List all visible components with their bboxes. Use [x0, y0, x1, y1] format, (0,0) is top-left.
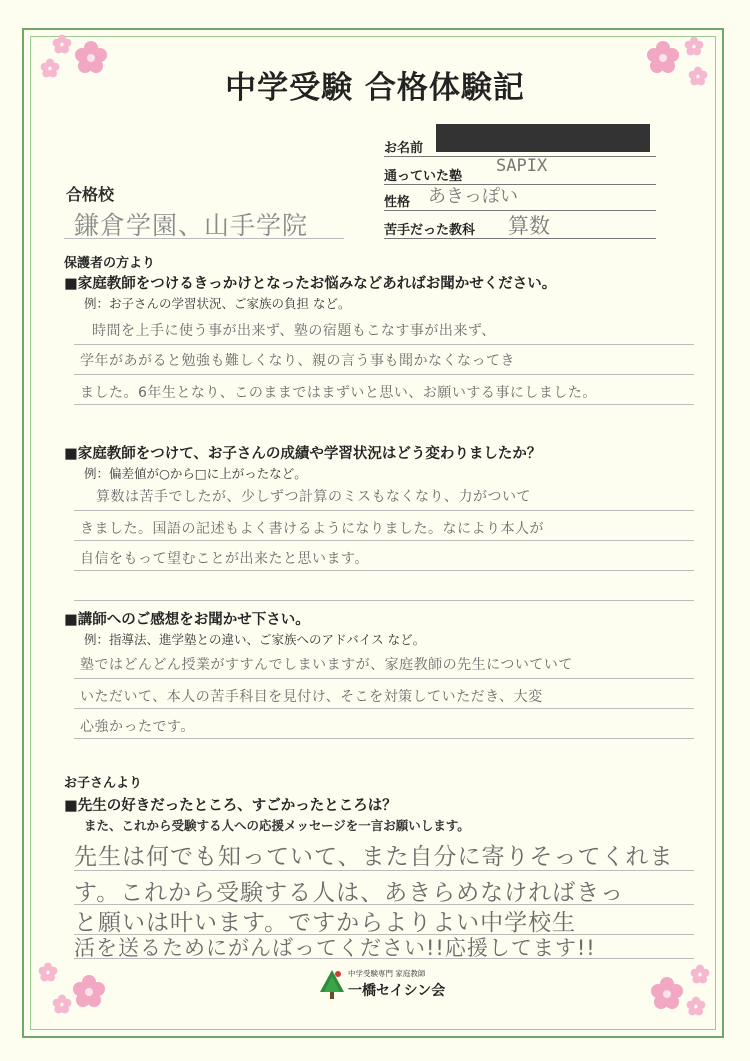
- child-answer-line: 活を送るためにがんばってください!!応援してます!!: [74, 936, 596, 960]
- page-title: 中学受験 合格体験記: [225, 70, 525, 106]
- child-answer-line: と願いは叶います。ですからよりよい中学校生: [74, 910, 577, 936]
- divider: [74, 570, 694, 571]
- personality-label: 性格: [384, 195, 411, 210]
- child-question-sub: また、これから受験する人への応援メッセージを一言お願いします。: [84, 818, 470, 833]
- divider: [384, 184, 656, 185]
- divider: [74, 540, 694, 541]
- question-2-example: 例：偏差値が○から□に上がったなど。: [84, 466, 307, 481]
- divider: [64, 238, 344, 239]
- child-answer-line: す。これから受験する人は、あきらめなければきっ: [74, 880, 625, 906]
- question-3: ■講師へのご感想をお聞かせ下さい。: [64, 612, 310, 628]
- divider: [74, 870, 694, 871]
- flower-icon: [650, 976, 684, 1010]
- child-heading: お子さんより: [64, 776, 143, 791]
- divider: [74, 404, 694, 405]
- flower-icon: [684, 36, 704, 56]
- question-1: ■家庭教師をつけるきっかけとなったお悩みなどあればお聞かせください。: [64, 276, 557, 292]
- name-label: お名前: [384, 141, 424, 156]
- logo-subtitle: 中学受験専門 家庭教師: [348, 969, 426, 978]
- juku-value: SAPIX: [496, 156, 548, 176]
- divider: [74, 708, 694, 709]
- weak-subject-value: 算数: [508, 214, 550, 238]
- answer-3-line: いただいて、本人の苦手科目を見付け、そこを対策していただき、大変: [80, 689, 543, 705]
- answer-1-line: ました。6年生となり、このままではまずいと思い、お願いする事にしました。: [80, 385, 597, 401]
- flower-icon: [690, 964, 710, 984]
- question-1-example: 例：お子さんの学習状況、ご家族の負担 など。: [84, 296, 351, 311]
- answer-3-line: 心強かったです。: [80, 719, 195, 735]
- divider: [74, 678, 694, 679]
- answer-3-line: 塾ではどんどん授業がすすんでしまいますが、家庭教師の先生についていて: [80, 657, 573, 673]
- divider: [74, 344, 694, 345]
- divider: [74, 738, 694, 739]
- guardian-heading: 保護者の方より: [64, 256, 156, 271]
- name-redaction: [436, 124, 650, 152]
- divider: [74, 600, 694, 601]
- flower-icon: [38, 962, 58, 982]
- answer-2-line: 算数は苦手でしたが、少しずつ計算のミスもなくなり、力がついて: [96, 489, 531, 505]
- flower-icon: [72, 974, 106, 1008]
- divider: [384, 238, 656, 239]
- divider: [74, 958, 694, 959]
- divider: [74, 374, 694, 375]
- child-answer-line: 先生は何でも知っていて、また自分に寄りそってくれま: [74, 844, 674, 870]
- company-logo: [318, 966, 478, 1006]
- school-label: 合格校: [66, 185, 115, 204]
- flower-icon: [52, 34, 72, 54]
- school-value: 鎌倉学園、山手学院: [74, 211, 309, 240]
- personality-value: あきっぽい: [428, 186, 518, 207]
- question-3-example: 例：指導法、進学塾との違い、ご家族へのアドバイス など。: [84, 632, 426, 647]
- divider: [74, 510, 694, 511]
- answer-2-line: きました。国語の記述もよく書けるようになりました。なにより本人が: [80, 521, 544, 537]
- flower-icon: [686, 996, 706, 1016]
- question-2: ■家庭教師をつけて、お子さんの成績や学習状況はどう変わりましたか？: [64, 446, 542, 462]
- answer-1-line: 時間を上手に使う事が出来ず、塾の宿題もこなす事が出来ず、: [92, 323, 496, 339]
- flower-icon: [52, 994, 72, 1014]
- weak-subject-label: 苦手だった教科: [384, 223, 476, 238]
- child-question: ■先生の好きだったところ、すごかったところは？: [64, 798, 397, 814]
- logo-name: 一橋セイシン会: [348, 983, 446, 999]
- juku-label: 通っていた塾: [384, 169, 463, 184]
- answer-2-line: 自信をもって望むことが出来たと思います。: [80, 551, 369, 567]
- answer-1-line: 学年があがると勉強も難しくなり、親の言う事も聞かなくなってき: [80, 353, 515, 369]
- tree-logo-icon: [318, 968, 346, 1000]
